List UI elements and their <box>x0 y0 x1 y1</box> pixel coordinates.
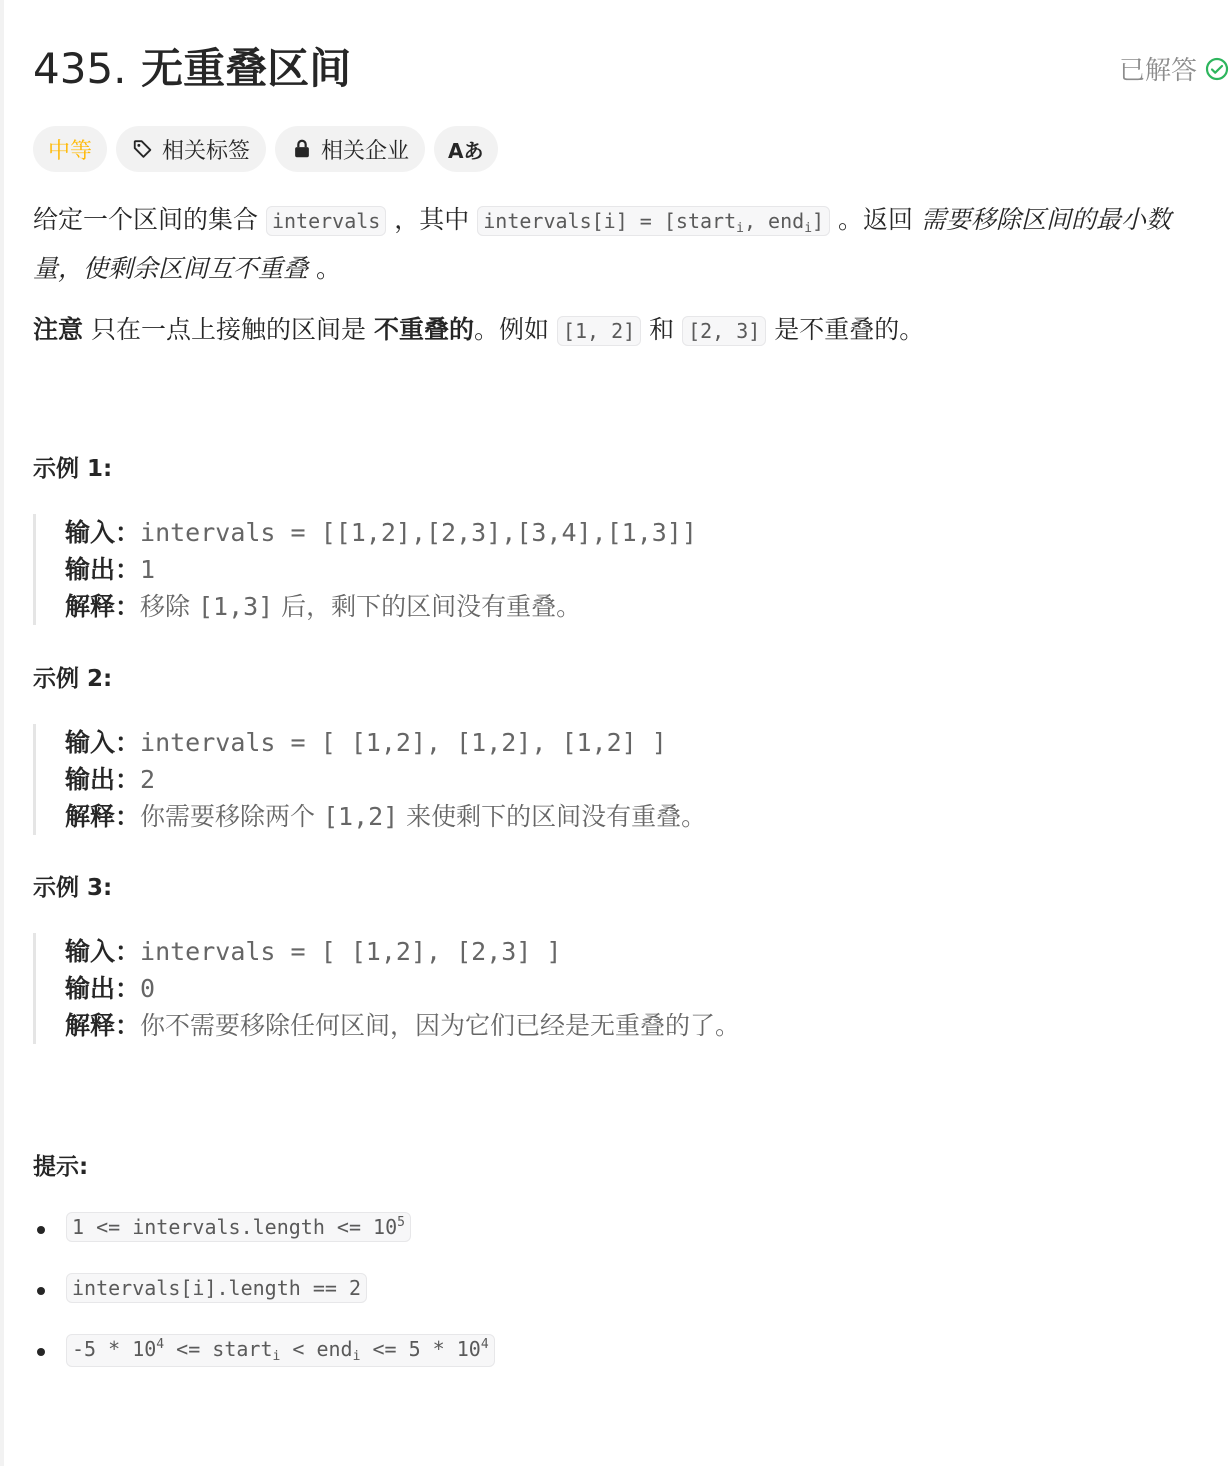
example-input: 输入：intervals = [ [1,2], [2,3] ] <box>65 937 562 966</box>
inline-code: [1, 2] <box>557 316 641 346</box>
note-paragraph: 注意 只在一点上接触的区间是 不重叠的。例如 [1, 2] 和 [2, 3] 是不重叠的。 <box>33 315 925 344</box>
companies-button[interactable] <box>275 126 425 172</box>
example-output: 输出：0 <box>65 974 156 1003</box>
tag-icon <box>132 138 154 160</box>
inline-code: intervals[i].length == 2 <box>66 1273 367 1303</box>
emphasis: 需要移除区间的最小数量，使剩余区间互不重叠 <box>33 205 1171 283</box>
bullet <box>37 1287 45 1295</box>
translate-icon: Aあ <box>448 138 484 163</box>
page-title[interactable] <box>33 40 351 98</box>
list-item <box>33 1273 495 1334</box>
inline-code: intervals <box>266 206 386 236</box>
example-title: 示例 1: <box>33 456 113 482</box>
constraints-title: 提示: <box>33 1154 89 1180</box>
example-explanation: 解释：移除 [1,3] 后，剩下的区间没有重叠。 <box>65 592 582 621</box>
example-block <box>33 933 740 1044</box>
solved-label: 已解答 <box>1118 56 1197 86</box>
problem-number: 435. <box>33 44 127 93</box>
inline-code: intervals[i] = [start$_i$, end$_i$] <box>477 206 830 236</box>
check-circle-icon <box>1205 57 1229 81</box>
inline-code: [2, 3] <box>682 316 766 346</box>
list-item <box>33 1212 495 1273</box>
topics-label: 相关标签 <box>162 138 251 164</box>
topics-button[interactable] <box>116 126 266 172</box>
example-output: 输出：2 <box>65 765 156 794</box>
translate-button[interactable] <box>434 126 497 172</box>
example-output: 输出：1 <box>65 555 156 584</box>
example-title: 示例 3: <box>33 875 113 901</box>
tag-bar <box>33 126 498 172</box>
problem-description <box>33 0 1229 1364</box>
example-input: 输入：intervals = [[1,2],[2,3],[3,4],[1,3]] <box>65 518 697 547</box>
constraints-list <box>33 1212 495 1395</box>
example-title: 示例 2: <box>33 666 113 692</box>
list-item <box>33 1334 495 1395</box>
inline-code: 1 <= intervals.length <= $10^5$ <box>66 1212 411 1242</box>
inline-code: $-5 * 10^4$ <= start$_i$ < $end_i <= 5 * 10^4$ <box>66 1334 495 1367</box>
example-explanation: 解释：你需要移除两个 [1,2] 来使剩下的区间没有重叠。 <box>65 802 707 831</box>
description-paragraph: 给定一个区间的集合 intervals ，其中 intervals[i] = [start$_i$, end$_i$] 。返回 需要移除区间的最小数量，使剩余区间互不重叠 。 <box>33 205 1171 283</box>
bullet <box>37 1226 45 1234</box>
example-input: 输入：intervals = [ [1,2], [1,2], [1,2] ] <box>65 728 667 757</box>
example-block <box>33 724 706 835</box>
lock-icon <box>291 138 313 160</box>
left-border <box>0 0 4 1466</box>
header <box>33 0 1229 112</box>
difficulty-badge: 中等 <box>33 126 107 172</box>
bullet <box>37 1348 45 1356</box>
solved-status <box>1119 50 1229 87</box>
example-explanation: 解释：你不需要移除任何区间，因为它们已经是无重叠的了。 <box>65 1011 741 1040</box>
example-block <box>33 514 697 625</box>
description <box>33 200 1218 289</box>
companies-label: 相关企业 <box>321 138 410 164</box>
problem-title: 无重叠区间 <box>141 44 352 93</box>
